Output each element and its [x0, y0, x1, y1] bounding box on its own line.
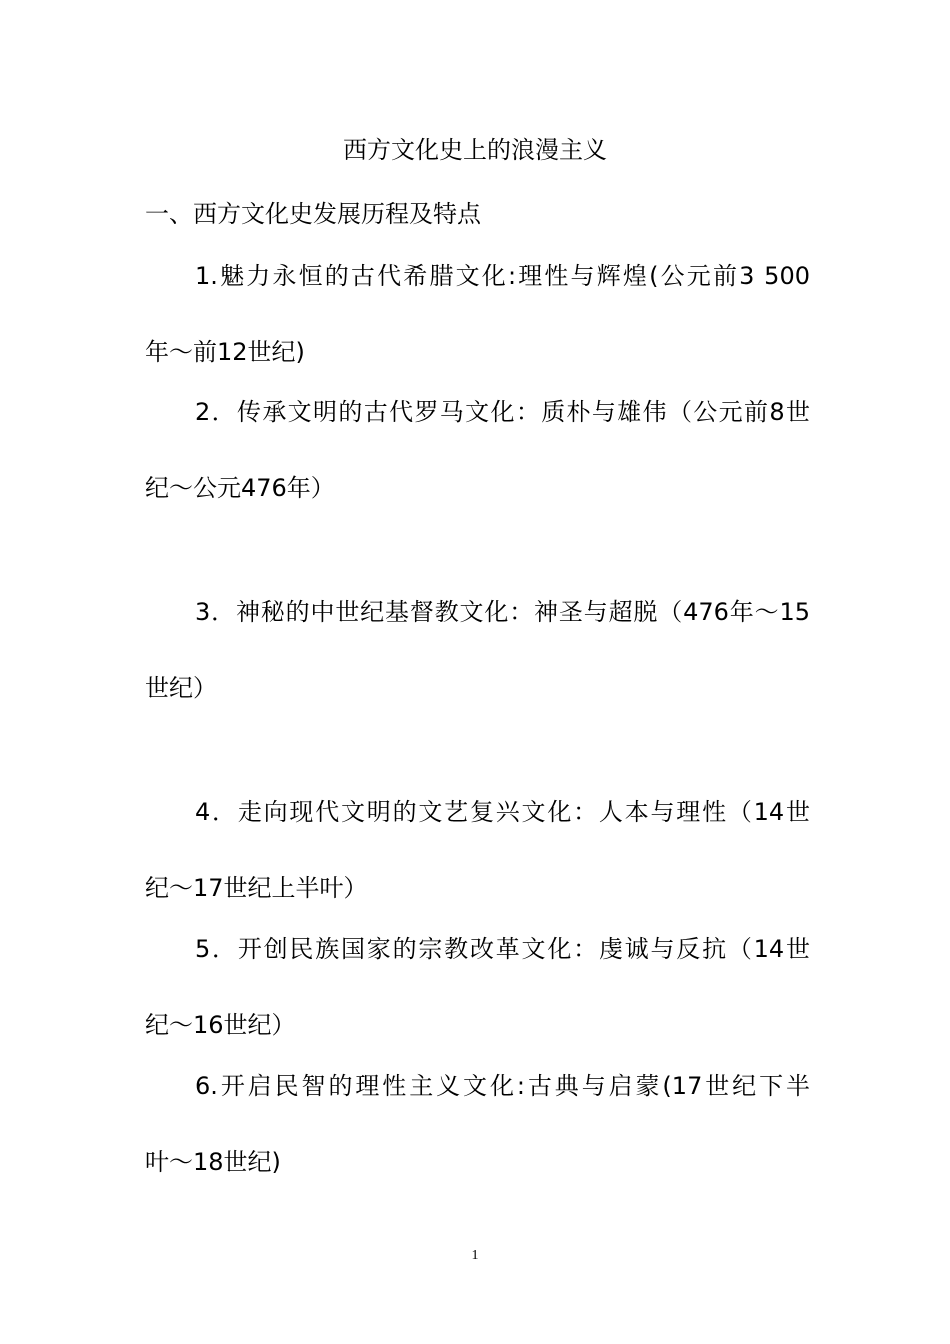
list-item	[145, 594, 810, 706]
list-item-line: 3．神秘的中世纪基督教文化：神圣与超脱（476年～15	[195, 598, 810, 626]
list-item-line: 6.开启民智的理性主义文化:古典与启蒙(17世纪下半	[195, 1072, 810, 1100]
list-item-line: 世纪）	[145, 674, 217, 702]
list-item-line: 2．传承文明的古代罗马文化：质朴与雄伟（公元前8世	[195, 398, 810, 426]
list-item-line: 1.魅力永恒的古代希腊文化:理性与辉煌(公元前3 500	[195, 262, 810, 290]
list-item	[145, 394, 810, 506]
page-number: 1	[471, 1248, 479, 1263]
list-item	[145, 931, 810, 1043]
list-item-line: 纪～公元476年）	[145, 474, 335, 502]
list-item-line: 纪～16世纪）	[145, 1011, 296, 1039]
list-item	[145, 794, 810, 906]
list-item	[145, 258, 810, 370]
list-item-line: 年～前12世纪)	[145, 338, 305, 366]
list-item-line: 5．开创民族国家的宗教改革文化：虔诚与反抗（14世	[195, 935, 810, 963]
page-title: 西方文化史上的浪漫主义	[343, 136, 607, 164]
section-heading: 一、西方文化史发展历程及特点	[145, 200, 481, 228]
list-item	[145, 1068, 810, 1180]
list-item-line: 叶～18世纪)	[145, 1148, 281, 1176]
list-item-line: 4．走向现代文明的文艺复兴文化：人本与理性（14世	[195, 798, 810, 826]
list-item-line: 纪～17世纪上半叶）	[145, 874, 368, 902]
